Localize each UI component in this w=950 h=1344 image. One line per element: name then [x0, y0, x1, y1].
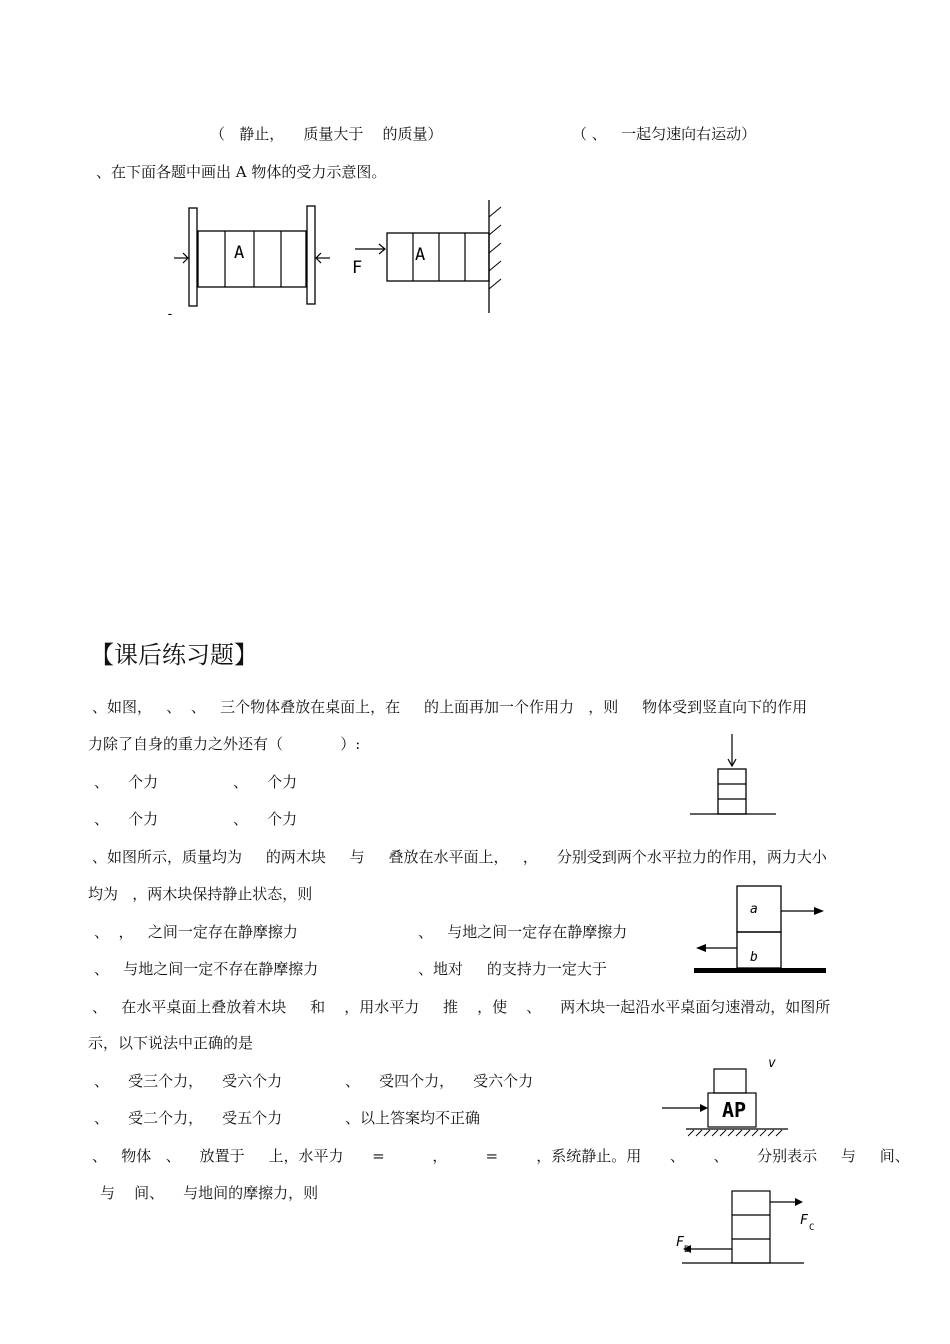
q3-option-c: 、 受二个力， 受五个力	[94, 1109, 283, 1127]
force-fc-subscript: C	[809, 1223, 815, 1233]
q1-line1: 、如图， 、 、 三个物体叠放在桌面上，在 的上面再加一个作用力 ，则 物体受到竖直向下的作用	[92, 698, 808, 716]
figure-block-between-boards	[160, 200, 340, 325]
q2-line2: 均为 ，两木块保持静止状态，则	[88, 885, 313, 903]
q3-figure-blocks-pushed	[660, 1050, 795, 1140]
q2-line1: 、如图所示，质量均为 的两木块 与 叠放在水平面上， ， 分别受到两个水平拉力的作用，两力大小	[92, 848, 827, 866]
condition-text-1: （ 静止， 质量大于 的质量）	[210, 125, 443, 143]
condition-text-2: （ 、 一起匀速向右运动）	[572, 125, 757, 143]
block-a	[198, 231, 306, 287]
figure-block-against-wall	[345, 195, 510, 320]
force-f-label: F	[352, 258, 363, 278]
block-a	[737, 886, 781, 932]
q3-line2: 示，以下说法中正确的是	[88, 1034, 254, 1052]
q1-line2: 力除了自身的重力之外还有（ ）:	[88, 735, 361, 753]
q4-figure-three-blocks	[672, 1188, 815, 1268]
top-block	[714, 1069, 746, 1093]
block-label: AP	[722, 1098, 747, 1122]
velocity-label: v	[768, 1056, 776, 1071]
left-board	[189, 208, 197, 306]
force-fb-subscript: B	[684, 1245, 690, 1255]
block-b-label: b	[750, 950, 758, 965]
ground	[694, 968, 826, 973]
q3-option-d: 、以上答案均不正确	[345, 1109, 481, 1127]
block-b	[737, 932, 781, 968]
block-a-label: A	[234, 243, 245, 263]
q2-figure-blocks-a-b	[690, 882, 830, 980]
block-a	[387, 233, 489, 281]
q1-option-c: 、 个力	[94, 810, 159, 828]
q1-figure-stacked-blocks	[688, 732, 778, 817]
stray-mark: -	[166, 307, 174, 322]
q3-option-a: 、 受三个力， 受六个力	[94, 1072, 283, 1090]
q3-option-b: 、 受四个力， 受六个力	[345, 1072, 534, 1090]
q2-option-d: 、地对 的支持力一定大于	[418, 960, 607, 978]
q1-option-d: 、 个力	[233, 810, 298, 828]
force-fc-label: F	[800, 1213, 808, 1228]
q4-line1: 、 物体 、 放置于 上，水平力 = ， = ，系统静止。用 、 、 分别表示 与 间、	[92, 1147, 910, 1165]
q4-line2: 与 间、 与地间的摩擦力，则	[100, 1184, 319, 1202]
section-title: 【课后练习题】	[90, 641, 258, 669]
question-intro: 、在下面各题中画出 A 物体的受力示意图。	[96, 163, 387, 181]
q1-option-b: 、 个力	[233, 773, 298, 791]
force-fb-label: F	[676, 1235, 684, 1250]
right-board	[307, 206, 315, 304]
q2-option-a: 、 ， 之间一定存在静摩擦力	[94, 923, 298, 941]
block-a-label: a	[750, 902, 758, 917]
block-a-label: A	[415, 245, 426, 265]
q2-option-c: 、 与地之间一定不存在静摩擦力	[94, 960, 319, 978]
q3-line1: 、 在水平桌面上叠放着木块 和 ，用水平力 推 ，使 、 两木块一起沿水平桌面匀速滑动，如图所	[92, 998, 831, 1016]
q2-option-b: 、 与地之间一定存在静摩擦力	[418, 923, 628, 941]
q1-option-a: 、 个力	[94, 773, 159, 791]
